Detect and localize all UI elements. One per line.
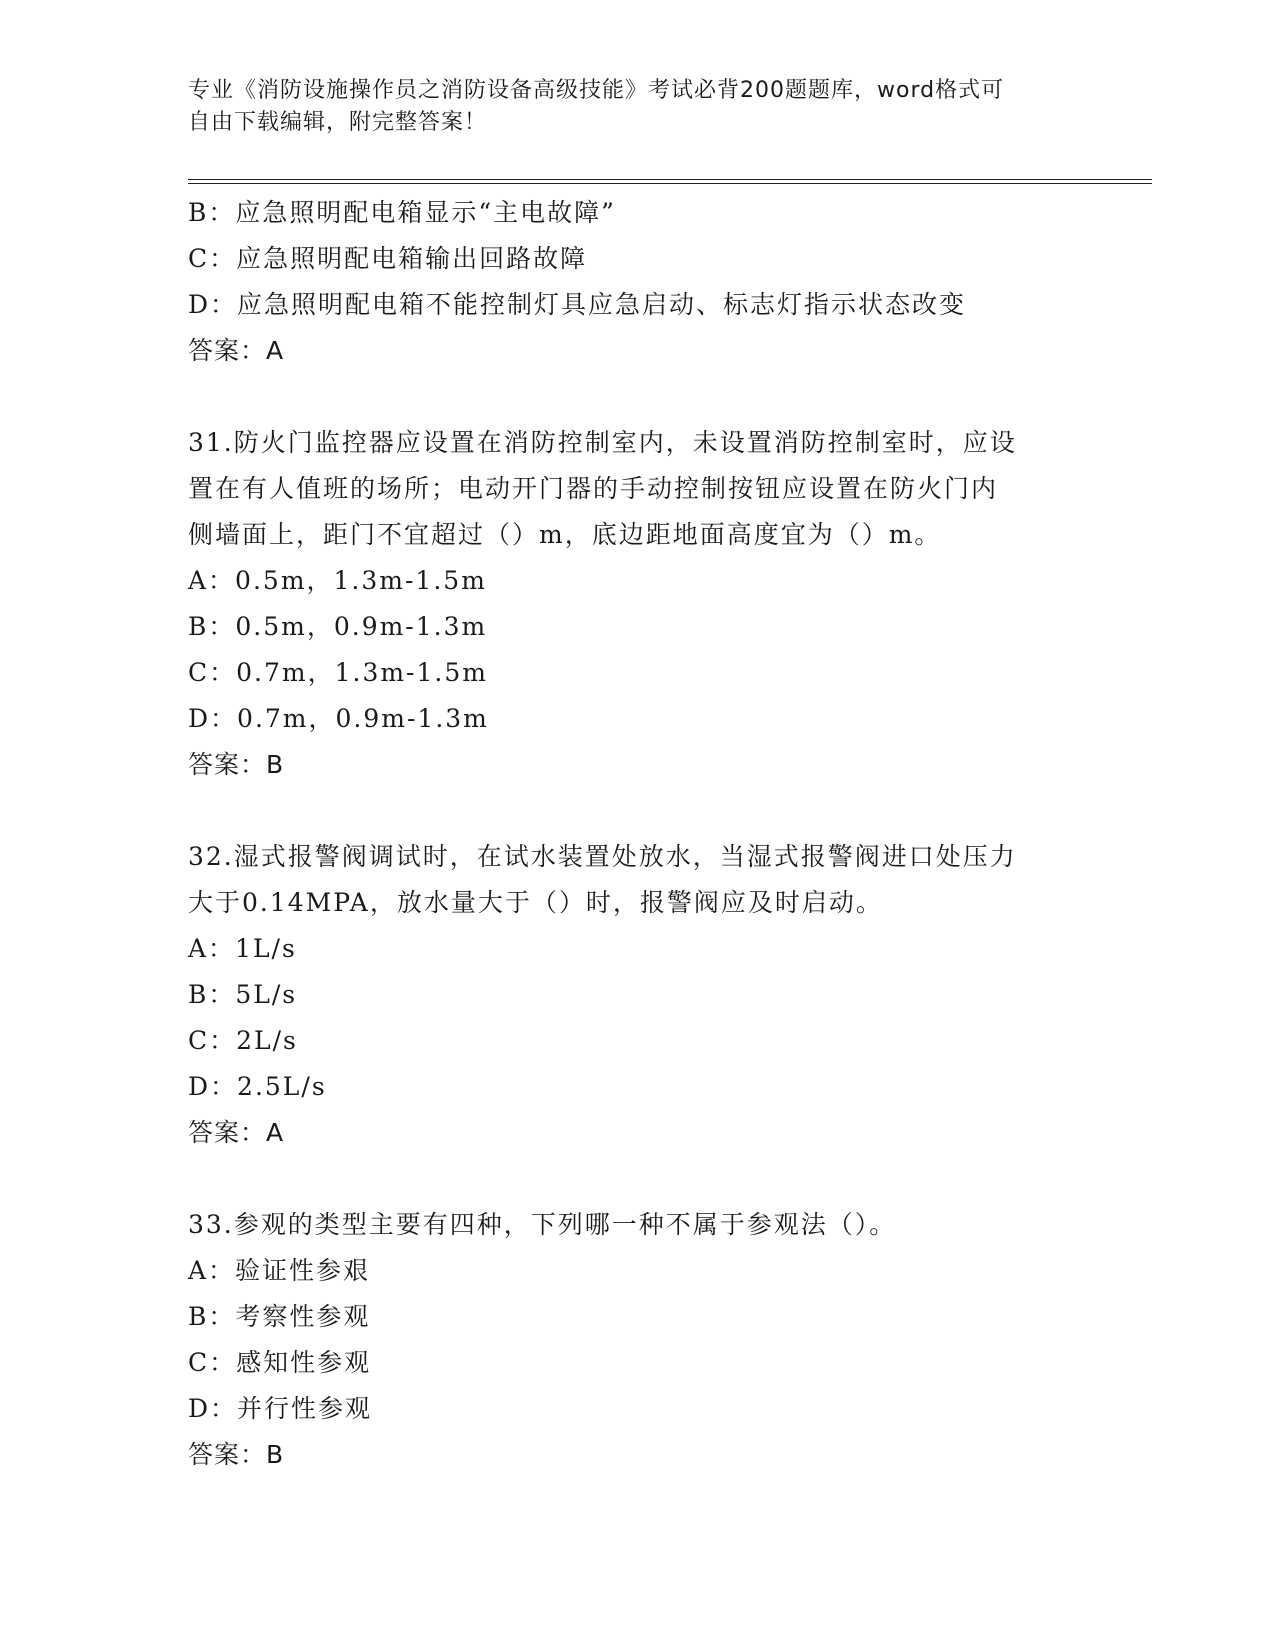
option-c: C：应急照明配电箱输出回路故障 bbox=[188, 244, 588, 273]
option-d: D：0.7m，0.9m-1.3m bbox=[188, 704, 489, 733]
option-c: C：感知性参观 bbox=[188, 1348, 372, 1377]
option-b: B：应急照明配电箱显示“主电故障” bbox=[188, 198, 616, 227]
answer-text: 答案：B bbox=[188, 1440, 285, 1469]
question-stem-line: 32.湿式报警阀调试时，在试水装置处放水，当湿式报警阀进口处压力 bbox=[188, 842, 1017, 871]
header-divider-bottom bbox=[188, 183, 1152, 184]
option-b: B：0.5m，0.9m-1.3m bbox=[188, 612, 488, 641]
option-a: A：0.5m，1.3m-1.5m bbox=[188, 566, 487, 595]
document-header bbox=[188, 75, 1088, 139]
spacer bbox=[188, 374, 1088, 420]
option-b: B：5L/s bbox=[188, 980, 298, 1009]
option-d: D：并行性参观 bbox=[188, 1394, 373, 1423]
option-a: A：验证性参艰 bbox=[188, 1256, 371, 1285]
option-d: D：2.5L/s bbox=[188, 1072, 327, 1101]
spacer bbox=[188, 788, 1088, 834]
question-32 bbox=[188, 834, 1088, 1156]
question-stem-line: 侧墙面上，距门不宜超过（）m，底边距地面高度宜为（）m。 bbox=[188, 520, 942, 549]
header-line-1: 专业《消防设施操作员之消防设备高级技能》考试必背200题题库，word格式可 bbox=[188, 78, 1005, 103]
header-divider-top bbox=[188, 179, 1152, 180]
spacer bbox=[188, 1156, 1088, 1202]
question-stem-line: 置在有人值班的场所；电动开门器的手动控制按钮应设置在防火门内 bbox=[188, 474, 999, 503]
answer-text: 答案：B bbox=[188, 750, 285, 779]
answer-text: 答案：A bbox=[188, 1118, 285, 1147]
option-c: C：2L/s bbox=[188, 1026, 298, 1055]
answer-text: 答案：A bbox=[188, 336, 285, 365]
question-stem-line: 31.防火门监控器应设置在消防控制室内，未设置消防控制室时，应设 bbox=[188, 428, 1017, 457]
question-31 bbox=[188, 420, 1088, 788]
header-line-2: 自由下载编辑，附完整答案！ bbox=[188, 110, 488, 135]
question-list bbox=[188, 190, 1088, 1478]
question-stem-line: 33.参观的类型主要有四种，下列哪一种不属于参观法（）。 bbox=[188, 1210, 897, 1239]
option-a: A：1L/s bbox=[188, 934, 297, 963]
question-30-continuation bbox=[188, 190, 1088, 374]
option-d: D：应急照明配电箱不能控制灯具应急启动、标志灯指示状态改变 bbox=[188, 290, 967, 319]
question-stem-line: 大于0.14MPA，放水量大于（）时，报警阀应及时启动。 bbox=[188, 888, 883, 917]
question-33 bbox=[188, 1202, 1088, 1478]
option-b: B：考察性参观 bbox=[188, 1302, 371, 1331]
option-c: C：0.7m，1.3m-1.5m bbox=[188, 658, 488, 687]
